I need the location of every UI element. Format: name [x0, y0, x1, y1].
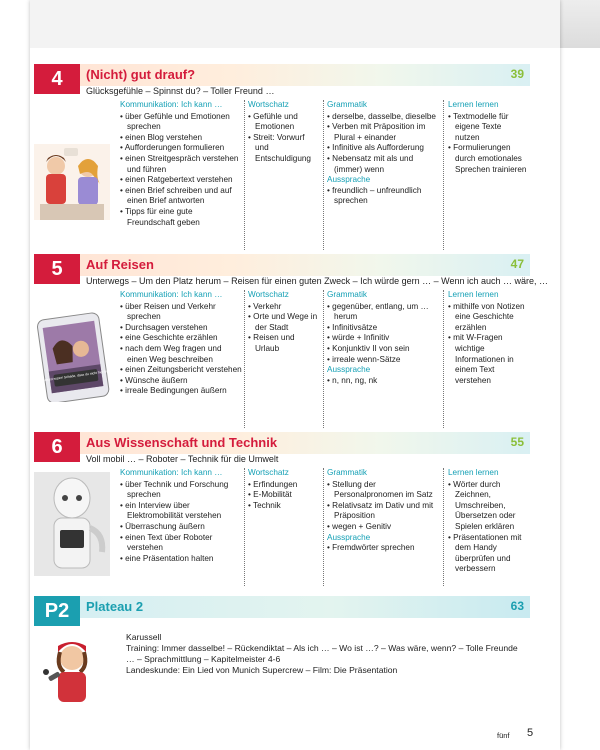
list-item: • irreale wenn-Sätze	[327, 355, 441, 366]
list-item: • Streit: Vorwurf und Entschuldigung	[248, 133, 320, 165]
list-item: • ein Interview über Elektromobilität verstehen	[120, 501, 242, 522]
list-item: • mit W-Fragen wichtige Informationen in einem Text verstehen	[448, 333, 528, 386]
column-divider	[443, 290, 444, 428]
list-item: • E-Mobilität	[248, 490, 320, 501]
list-item: • Infinitive als Aufforderung	[327, 143, 441, 154]
unit-number-badge: 4	[34, 64, 80, 94]
wortschatz-column	[248, 290, 320, 355]
grammatik-column	[327, 468, 441, 554]
column-divider	[443, 100, 444, 250]
list-item: • Präsentationen mit dem Handy überprüfen und verbessern	[448, 533, 528, 575]
unit-subtitle: Glücksgefühle – Spinnst du? – Toller Freund …	[86, 86, 275, 96]
list-item: • Tipps für eine gute Freundschaft geben	[120, 207, 242, 228]
column-heading: Grammatik	[327, 468, 368, 477]
column-divider	[443, 468, 444, 586]
list-item: • Textmodelle für eigene Texte nutzen	[448, 112, 528, 144]
list-item: • Infinitivsätze	[327, 323, 441, 334]
aussprache-heading: Aussprache	[327, 175, 371, 185]
list-item: • würde + Infinitiv	[327, 333, 441, 344]
plateau-line: Training: Immer dasselbe! – Rückendiktat – Als ich … – Wo ist …? – Was wäre, wenn? – Tolle Freunde … – Sprachmittlung – Kapitelmeister 4-6	[126, 643, 518, 664]
column-heading: Wortschatz	[248, 290, 289, 299]
lernen-column	[448, 100, 528, 175]
unit-title: Auf Reisen	[86, 257, 154, 272]
plateau-content	[126, 632, 526, 676]
list-item: • Formulierungen durch emotionales Sprechen trainieren	[448, 143, 528, 175]
grammatik-column	[327, 100, 441, 207]
list-item: • mithilfe von Notizen eine Geschichte erzählen	[448, 302, 528, 334]
list-item: • einen Streitgespräch verstehen und führen	[120, 154, 242, 175]
list-item: • Nebensatz mit als und (immer) wenn	[327, 154, 441, 175]
list-item: • wegen + Genitiv	[327, 522, 441, 533]
aussprache-heading: Aussprache	[327, 365, 371, 375]
column-divider	[323, 468, 324, 586]
list-item: • Technik	[248, 501, 320, 512]
list-item: • eine Präsentation halten	[120, 554, 242, 565]
kommunikation-column	[120, 290, 242, 397]
unit-6-section	[34, 432, 530, 592]
unit-subtitle: Unterwegs – Um den Platz herum – Reisen für einen guten Zweck – Ich würde gern … – Wenn ich auch … wäre, …	[86, 276, 549, 286]
wortschatz-column	[248, 468, 320, 511]
unit-page-number: 39	[510, 67, 524, 81]
unit-4-section	[34, 64, 530, 254]
list-item: • Wörter durch Zeichnen, Umschreiben, Übersetzen oder Spielen erklären	[448, 480, 528, 533]
aussprache-heading: Aussprache	[327, 532, 371, 542]
list-item: • Konjunktiv II von sein	[327, 344, 441, 355]
list-item: • über Reisen und Verkehr sprechen	[120, 302, 242, 323]
column-heading: Grammatik	[327, 100, 368, 109]
robot-photo-illustration	[34, 472, 110, 576]
unit-number-badge: 5	[34, 254, 80, 284]
lernen-column	[448, 290, 528, 386]
column-divider	[244, 290, 245, 428]
unit-title: (Nicht) gut drauf?	[86, 67, 196, 82]
wortschatz-column	[248, 100, 320, 165]
plateau-title: Plateau 2	[86, 599, 144, 614]
column-heading: Lernen lernen	[448, 468, 499, 477]
list-item: • Erfindungen	[248, 480, 320, 491]
list-item: • derselbe, dasselbe, dieselbe	[327, 112, 441, 123]
column-heading: Lernen lernen	[448, 100, 499, 109]
list-item: • n, nn, ng, nk	[327, 376, 441, 387]
list-item: • nach dem Weg fragen und einen Weg beschreiben	[120, 344, 242, 365]
list-item: • Gefühle und Emotionen	[248, 112, 320, 133]
column-heading: Kommunikation: Ich kann …	[120, 468, 223, 477]
unit-5-section	[34, 254, 549, 430]
list-item: • Reisen und Urlaub	[248, 333, 320, 354]
column-heading: Kommunikation: Ich kann …	[120, 290, 223, 299]
list-item: • Relativsatz im Dativ und mit Präposition	[327, 501, 441, 522]
list-item: • gegenüber, entlang, um … herum	[327, 302, 441, 323]
footer-page-number: 5	[527, 727, 534, 739]
list-item: • Fremdwörter sprechen	[327, 543, 441, 554]
column-divider	[323, 100, 324, 250]
plateau-line: Karussell	[126, 632, 162, 642]
list-item: • Verben mit Präposition im Plural + einander	[327, 122, 441, 143]
phone-message-text: Paris ist super! Schade, dass du nicht hier bist!	[40, 368, 111, 383]
list-item: • Durchsagen verstehen	[120, 323, 242, 334]
list-item: • einen Brief schreiben und auf einen Brief antworten	[120, 186, 242, 207]
unit-number-badge: 6	[34, 432, 80, 462]
grammatik-column	[327, 290, 441, 386]
plateau-line: Landeskunde: Ein Lied von Munich Supercrew – Film: Die Präsentation	[126, 665, 398, 675]
list-item: • über Technik und Forschung sprechen	[120, 480, 242, 501]
column-heading: Grammatik	[327, 290, 368, 299]
smartphone-selfie-illustration	[34, 312, 112, 402]
plateau-number-badge: P2	[34, 596, 80, 626]
list-item: • Wünsche äußern	[120, 376, 242, 387]
column-heading: Lernen lernen	[448, 290, 499, 299]
column-divider	[323, 290, 324, 428]
unit-page-number: 47	[510, 257, 524, 271]
list-item: • einen Text über Roboter verstehen	[120, 533, 242, 554]
column-heading: Wortschatz	[248, 100, 289, 109]
friends-arguing-illustration	[34, 144, 110, 220]
kommunikation-column	[120, 468, 242, 564]
column-divider	[244, 100, 245, 250]
page-top-margin	[30, 0, 560, 48]
footer-page-word: fünf	[497, 731, 510, 740]
column-divider	[244, 468, 245, 586]
list-item: • eine Geschichte erzählen	[120, 333, 242, 344]
list-item: • über Gefühle und Emotionen sprechen	[120, 112, 242, 133]
column-heading: Wortschatz	[248, 468, 289, 477]
kommunikation-column	[120, 100, 242, 228]
list-item: • einen Blog verstehen	[120, 133, 242, 144]
list-item: • Orte und Wege in der Stadt	[248, 312, 320, 333]
lernen-column	[448, 468, 528, 575]
list-item: • Verkehr	[248, 302, 320, 313]
list-item: • irreale Bedingungen äußern	[120, 386, 242, 397]
list-item: • Stellung der Personalpronomen im Satz	[327, 480, 441, 501]
list-item: • freundlich – unfreundlich sprechen	[327, 186, 441, 207]
unit-subtitle: Voll mobil … – Roboter – Technik für die Umwelt	[86, 454, 279, 464]
girl-with-microphone-illustration	[34, 632, 110, 708]
list-item: • einen Ratgebertext verstehen	[120, 175, 242, 186]
unit-title: Aus Wissenschaft und Technik	[86, 435, 278, 450]
list-item: • Überraschung äußern	[120, 522, 242, 533]
unit-page-number: 55	[510, 435, 524, 449]
list-item: • einen Zeitungsbericht verstehen	[120, 365, 242, 376]
plateau-page-number: 63	[510, 599, 524, 613]
list-item: • Aufforderungen formulieren	[120, 143, 242, 154]
plateau-2-section	[34, 596, 530, 706]
column-heading: Kommunikation: Ich kann …	[120, 100, 223, 109]
